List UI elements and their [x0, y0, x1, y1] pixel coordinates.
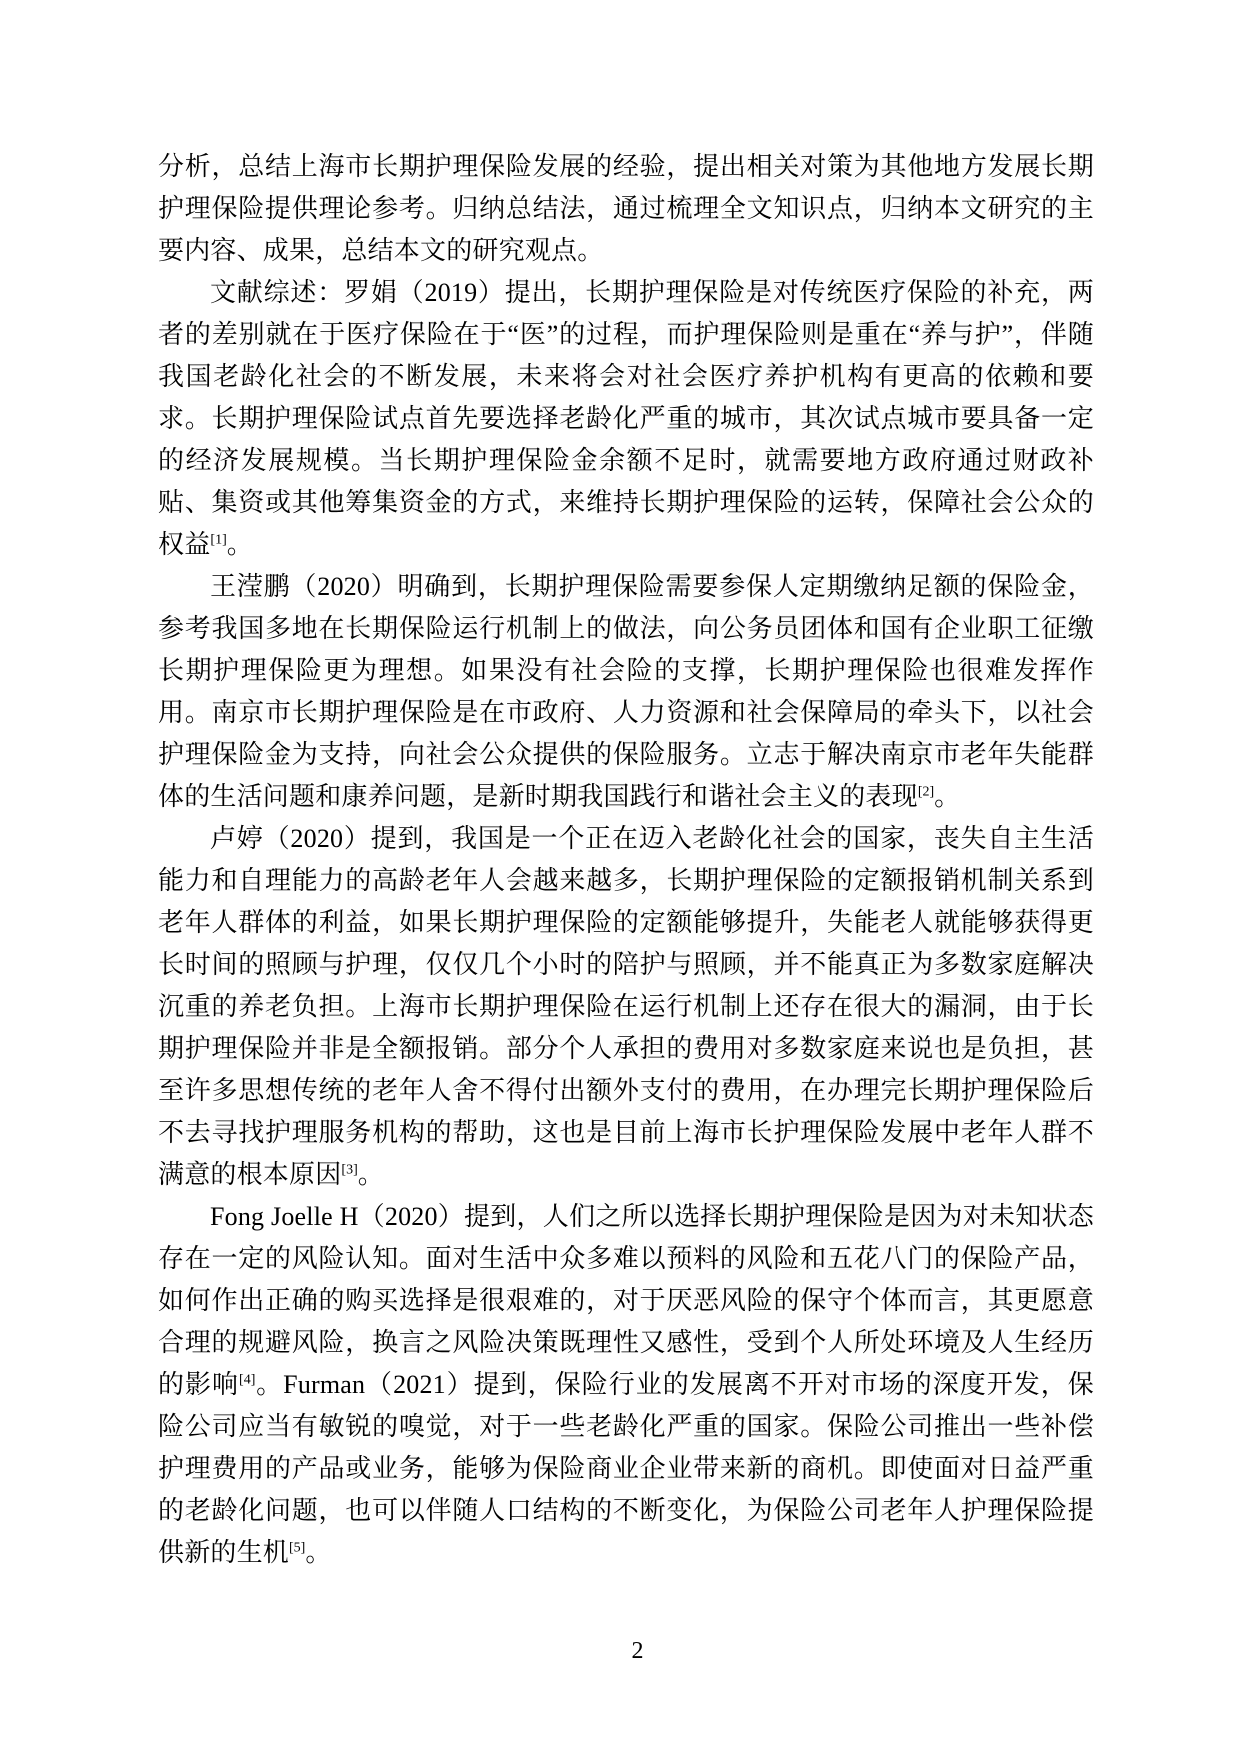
text-run: 。: [305, 1538, 332, 1567]
text-run: 文献综述：罗娟（2019）提出，长期护理保险是对传统医疗保险的补充，两者的差别就在于医疗保险在于“医”的过程，而护理保险则是重在“养与护”，伴随我国老龄化社会的不断发展，未来将会对社会医疗养护机构有更高的依赖和要求。长期护理保险试点首先要选择老龄化严重的城市，其次试点城市要具备一定的经济发展规模。当长期护理保险金余额不足时，就需要地方政府通过财政补贴、集资或其他筹集资金的方式，来维持长期护理保险的运转，保障社会公众的权益: [158, 278, 1094, 559]
page-footer: [35, 1636, 1240, 1666]
text-run: 卢婷（2020）提到，我国是一个正在迈入老龄化社会的国家，丧失自主生活能力和自理能力的高龄老年人会越来越多，长期护理保险的定额报销机制关系到老年人群体的利益，如果长期护理保险的定额能够提升，失能老人就能够获得更长时间的照顾与护理，仅仅几个小时的陪护与照顾，并不能真正为多数家庭解决沉重的养老负担。上海市长期护理保险在运行机制上还存在很大的漏洞，由于长期护理保险并非是全额报销。部分个人承担的费用对多数家庭来说也是负担，甚至许多思想传统的老年人舍不得付出额外支付的费用，在办理完长期护理保险后不去寻找护理服务机构的帮助，这也是目前上海市长护理保险发展中老年人群不满意的根本原因: [158, 824, 1094, 1189]
text-run: 王滢鹏（2020）明确到，长期护理保险需要参保人定期缴纳足额的保险金，参考我国多地在长期保险运行机制上的做法，向公务员团体和国有企业职工征缴长期护理保险更为理想。如果没有社会险的支撑，长期护理保险也很难发挥作用。南京市长期护理保险是在市政府、人力资源和社会保障局的牵头下，以社会护理保险金为支持，向社会公众提供的保险服务。立志于解决南京市老年失能群体的生活问题和康养问题，是新时期我国践行和谐社会主义的表现: [158, 572, 1094, 811]
text-run: 。Furman（2021）提到，保险行业的发展离不开对市场的深度开发，保险公司应当有敏锐的嗅觉，对于一些老龄化严重的国家。保险公司推出一些补偿护理费用的产品或业务，能够为保险商业企业带来新的商机。即使面对日益严重的老龄化问题，也可以伴随人口结构的不断变化，为保险公司老年人护理保险提供新的生机: [158, 1370, 1094, 1567]
text-run: 。: [357, 1160, 384, 1189]
paragraph: [158, 566, 1094, 818]
page-number: 2: [631, 1638, 644, 1664]
paragraph: [158, 146, 1094, 272]
text-run: 。: [934, 782, 961, 811]
paragraph: [158, 818, 1094, 1196]
paragraph: [158, 1196, 1094, 1574]
citation-ref: [2]: [917, 784, 935, 800]
citation-ref: [5]: [289, 1540, 306, 1556]
text-run: Fong Joelle H（2020）提到，人们之所以选择长期护理保险是因为对未知状态存在一定的风险认知。面对生活中众多难以预料的风险和五花八门的保险产品，如何作出正确的购买选择是很艰难的，对于厌恶风险的保守个体而言，其更愿意合理的规避风险，换言之风险决策既理性又感性，受到个人所处环境及人生经历的影响: [158, 1202, 1094, 1399]
text-run: 。: [226, 530, 253, 559]
text-run: 分析，总结上海市长期护理保险发展的经验，提出相关对策为其他地方发展长期护理保险提供理论参考。归纳总结法，通过梳理全文知识点，归纳本文研究的主要内容、成果，总结本文的研究观点。: [158, 152, 1094, 265]
document-body: [158, 146, 1094, 1574]
citation-ref: [3]: [341, 1162, 358, 1178]
paragraph: [158, 272, 1094, 566]
citation-ref: [4]: [239, 1372, 256, 1388]
citation-ref: [1]: [210, 532, 227, 548]
